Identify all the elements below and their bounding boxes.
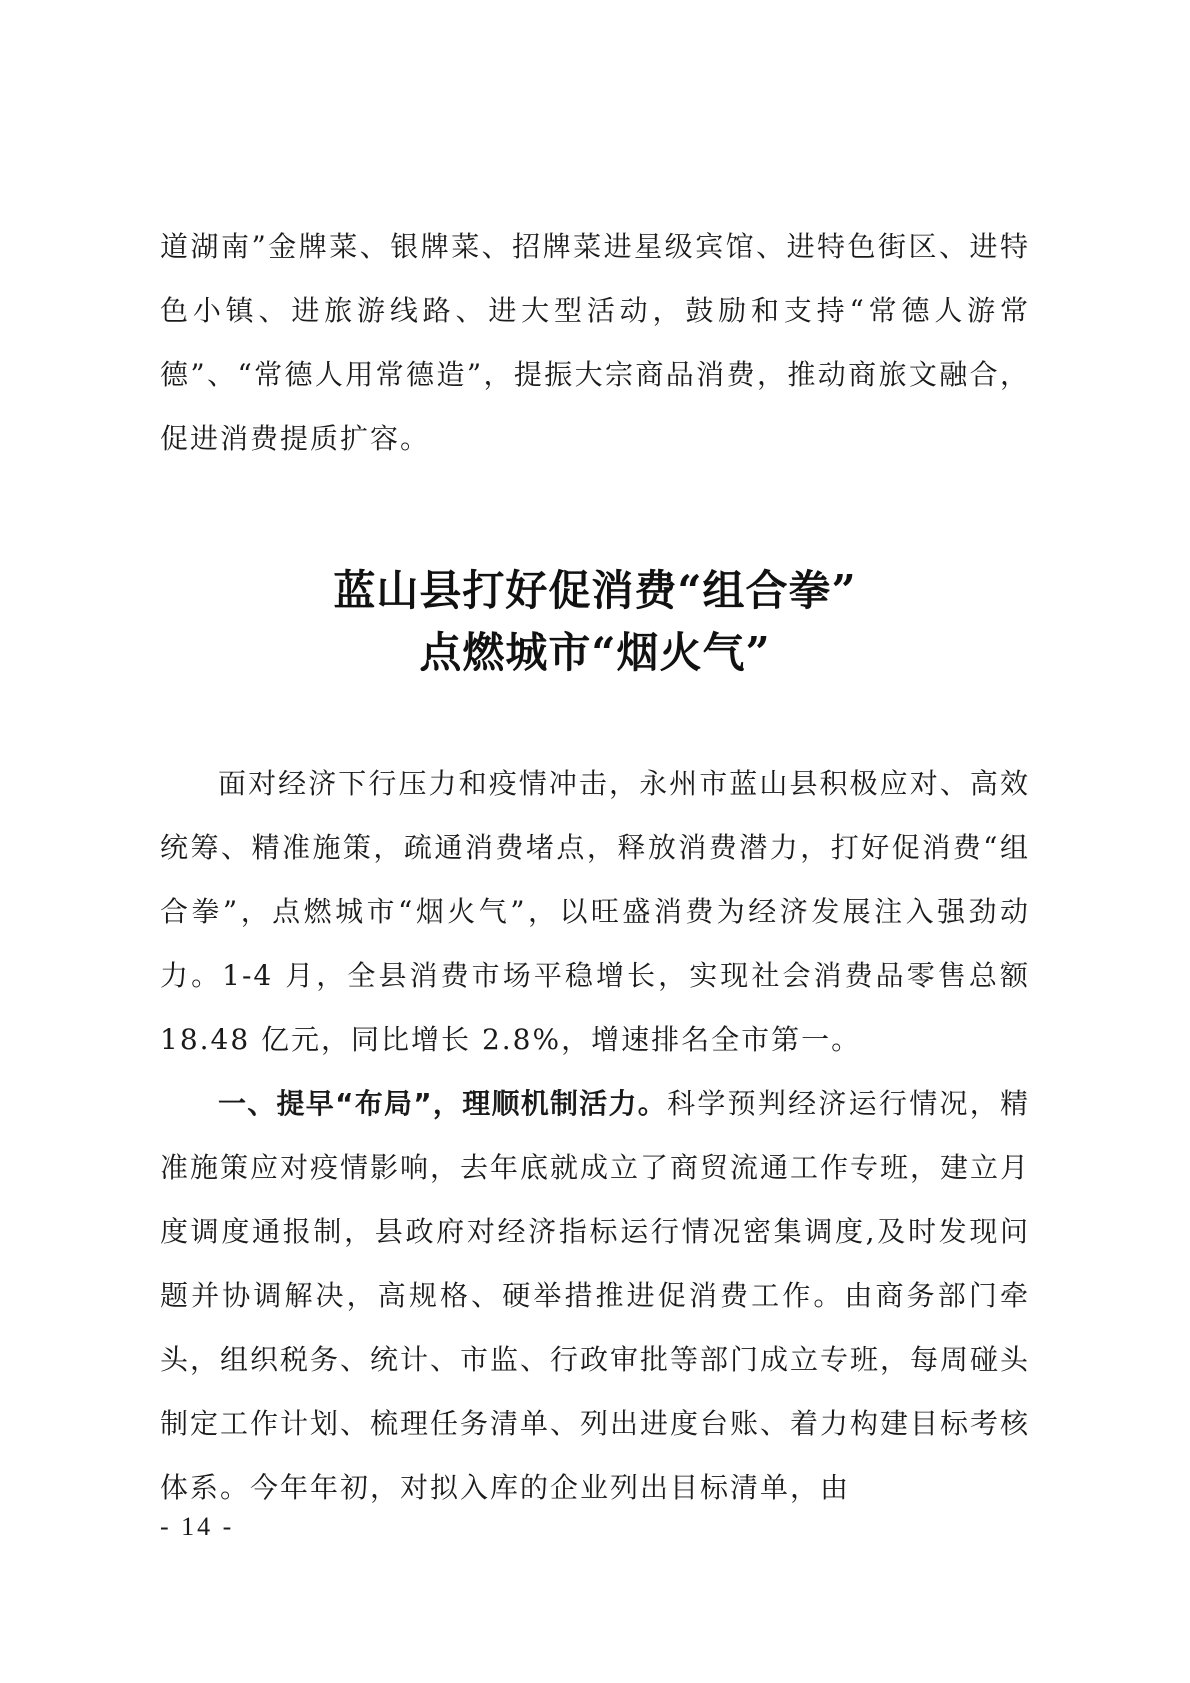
section-1-paragraph bbox=[160, 1072, 1030, 1520]
section-1-body: 科学预判经济运行情况，精准施策应对疫情影响，去年底就成立了商贸流通工作专班，建立月度调度通报制，县政府对经济指标运行情况密集调度,及时发现问题并协调解决，高规格、硬举措推进促消费工作。由商务部门牵头，组织税务、统计、市监、行政审批等部门成立专班，每周碰头制定工作计划、梳理任务清单、列出进度台账、着力构建目标考核体系。今年年初，对拟入库的企业列出目标清单，由 bbox=[160, 1087, 1031, 1504]
article-title-line-1: 蓝山县打好促消费“组合拳” bbox=[333, 566, 857, 615]
article-title bbox=[0, 560, 1190, 684]
continuation-text: 道湖南”金牌菜、银牌菜、招牌菜进星级宾馆、进特色街区、进特色小镇、进旅游线路、进大型活动，鼓励和支持“常德人游常德”、“常德人用常德造”，提振大宗商品消费，推动商旅文融合，促进消费提质扩容。 bbox=[160, 230, 1030, 455]
article-body bbox=[160, 752, 1030, 1520]
continuation-paragraph bbox=[160, 215, 1030, 471]
intro-paragraph: 面对经济下行压力和疫情冲击，永州市蓝山县积极应对、高效统筹、精准施策，疏通消费堵点，释放消费潜力，打好促消费“组合拳”，点燃城市“烟火气”，以旺盛消费为经济发展注入强劲动力。1-4 月，全县消费市场平稳增长，实现社会消费品零售总额 18.48 亿元，同比增长 2.8%，增速排名全市第一。 bbox=[160, 767, 1030, 1056]
page-number: - 14 - bbox=[160, 1512, 235, 1541]
article-title-line-2: 点燃城市“烟火气” bbox=[419, 628, 771, 677]
section-1-heading: 一、提早“布局”，理顺机制活力。 bbox=[218, 1087, 668, 1120]
